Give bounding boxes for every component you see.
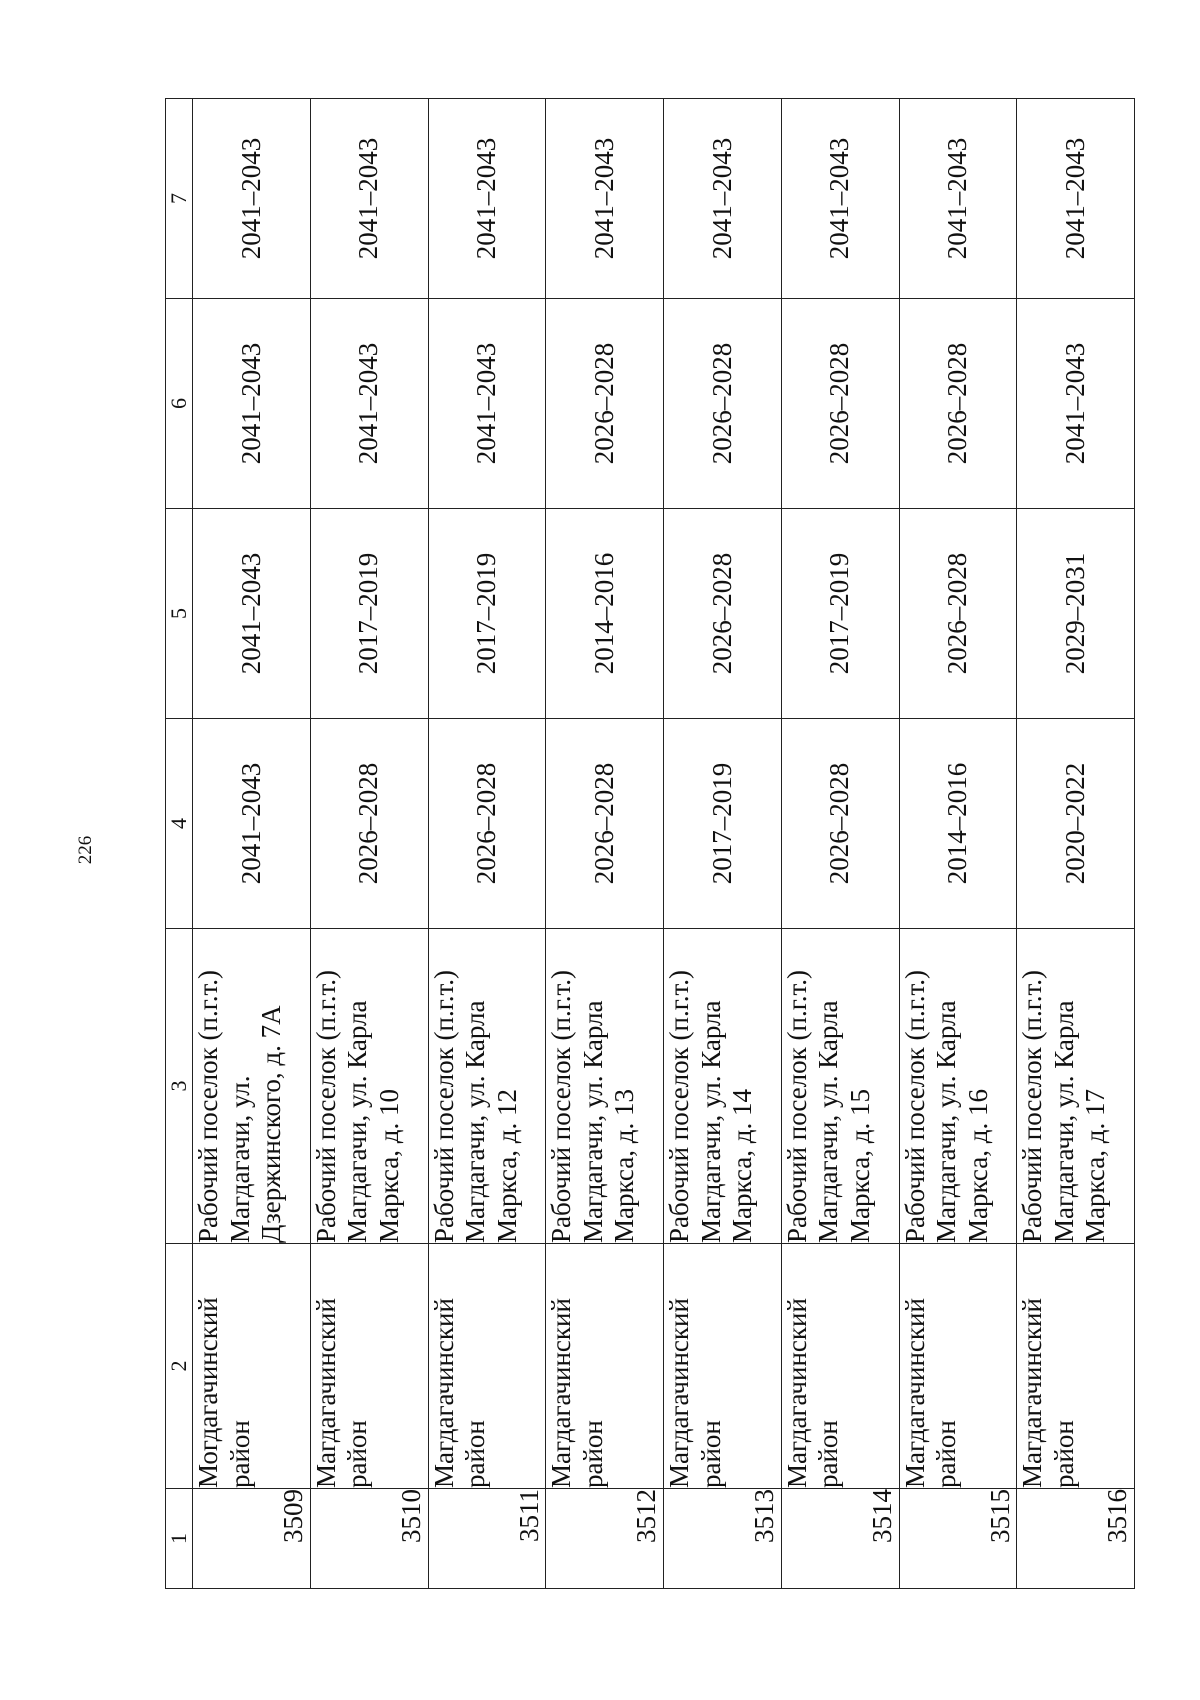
period-cell-col7: 2041–2043 bbox=[546, 99, 664, 299]
period-cell-col5: 2026–2028 bbox=[664, 509, 782, 719]
address-cell: Рабочий поселок (п.г.т.) Магдагачи, ул. Карла Маркса, д. 10 bbox=[310, 929, 428, 1244]
table-row bbox=[1017, 99, 1135, 1589]
district-cell: Магдагачинский район bbox=[899, 1244, 1017, 1489]
period-cell-col4: 2026–2028 bbox=[546, 719, 664, 929]
district-cell: Магдагачинский район bbox=[428, 1244, 546, 1489]
address-cell: Рабочий поселок (п.г.т.) Магдагачи, ул. Карла Маркса, д. 15 bbox=[781, 929, 899, 1244]
period-cell-col5: 2017–2019 bbox=[781, 509, 899, 719]
period-cell-col4: 2026–2028 bbox=[310, 719, 428, 929]
address-cell: Рабочий поселок (п.г.т.) Магдагачи, ул. Карла Маркса, д. 12 bbox=[428, 929, 546, 1244]
address-cell: Рабочий поселок (п.г.т.) Магдагачи, ул. Карла Маркса, д. 16 bbox=[899, 929, 1017, 1244]
row-number-cell: 3515 bbox=[899, 1489, 1017, 1589]
row-number-cell: 3514 bbox=[781, 1489, 899, 1589]
period-cell-col6: 2041–2043 bbox=[428, 299, 546, 509]
table-row bbox=[193, 99, 311, 1589]
address-cell: Рабочий поселок (п.г.т.) Магдагачи, ул. Карла Маркса, д. 17 bbox=[1017, 929, 1135, 1244]
page-number: 226 bbox=[75, 835, 96, 865]
period-cell-col7: 2041–2043 bbox=[781, 99, 899, 299]
period-cell-col5: 2017–2019 bbox=[428, 509, 546, 719]
row-number-cell: 3510 bbox=[310, 1489, 428, 1589]
table-row bbox=[546, 99, 664, 1589]
period-cell-col7: 2041–2043 bbox=[899, 99, 1017, 299]
period-cell-col6: 2041–2043 bbox=[310, 299, 428, 509]
period-cell-col5: 2041–2043 bbox=[193, 509, 311, 719]
district-cell: Магдагачинский район bbox=[546, 1244, 664, 1489]
row-number-cell: 3513 bbox=[664, 1489, 782, 1589]
table-row bbox=[310, 99, 428, 1589]
address-cell: Рабочий поселок (п.г.т.) Магдагачи, ул. Дзержинского, д. 7А bbox=[193, 929, 311, 1244]
row-number-cell: 3509 bbox=[193, 1489, 311, 1589]
period-cell-col7: 2041–2043 bbox=[1017, 99, 1135, 299]
period-cell-col4: 2020–2022 bbox=[1017, 719, 1135, 929]
district-cell: Магдагачинский район bbox=[664, 1244, 782, 1489]
table-row bbox=[899, 99, 1017, 1589]
period-cell-col4: 2041–2043 bbox=[193, 719, 311, 929]
address-cell: Рабочий поселок (п.г.т.) Магдагачи, ул. Карла Маркса, д. 14 bbox=[664, 929, 782, 1244]
period-cell-col4: 2026–2028 bbox=[428, 719, 546, 929]
column-header: 6 bbox=[166, 299, 193, 509]
period-cell-col4: 2017–2019 bbox=[664, 719, 782, 929]
period-cell-col6: 2026–2028 bbox=[664, 299, 782, 509]
housing-registry-table bbox=[165, 98, 1135, 1589]
district-cell: Магдагачинский район bbox=[1017, 1244, 1135, 1489]
address-cell: Рабочий поселок (п.г.т.) Магдагачи, ул. Карла Маркса, д. 13 bbox=[546, 929, 664, 1244]
period-cell-col6: 2041–2043 bbox=[1017, 299, 1135, 509]
column-header: 1 bbox=[166, 1489, 193, 1589]
column-header: 7 bbox=[166, 99, 193, 299]
period-cell-col7: 2041–2043 bbox=[310, 99, 428, 299]
period-cell-col4: 2014–2016 bbox=[899, 719, 1017, 929]
column-header: 5 bbox=[166, 509, 193, 719]
period-cell-col7: 2041–2043 bbox=[428, 99, 546, 299]
table-row bbox=[781, 99, 899, 1589]
column-number-header-row bbox=[166, 99, 193, 1589]
period-cell-col7: 2041–2043 bbox=[193, 99, 311, 299]
period-cell-col6: 2026–2028 bbox=[546, 299, 664, 509]
period-cell-col4: 2026–2028 bbox=[781, 719, 899, 929]
table-row bbox=[664, 99, 782, 1589]
row-number-cell: 3512 bbox=[546, 1489, 664, 1589]
table-row bbox=[428, 99, 546, 1589]
district-cell: Магдагачинский район bbox=[781, 1244, 899, 1489]
period-cell-col6: 2026–2028 bbox=[899, 299, 1017, 509]
column-header: 2 bbox=[166, 1244, 193, 1489]
district-cell: Могдагачинский район bbox=[193, 1244, 311, 1489]
period-cell-col5: 2014–2016 bbox=[546, 509, 664, 719]
period-cell-col5: 2029–2031 bbox=[1017, 509, 1135, 719]
rotated-table-container bbox=[165, 99, 1135, 1589]
period-cell-col5: 2017–2019 bbox=[310, 509, 428, 719]
row-number-cell: 3511 bbox=[428, 1489, 546, 1589]
period-cell-col7: 2041–2043 bbox=[664, 99, 782, 299]
column-header: 3 bbox=[166, 929, 193, 1244]
period-cell-col6: 2026–2028 bbox=[781, 299, 899, 509]
row-number-cell: 3516 bbox=[1017, 1489, 1135, 1589]
period-cell-col6: 2041–2043 bbox=[193, 299, 311, 509]
column-header: 4 bbox=[166, 719, 193, 929]
district-cell: Магдагачинский район bbox=[310, 1244, 428, 1489]
period-cell-col5: 2026–2028 bbox=[899, 509, 1017, 719]
